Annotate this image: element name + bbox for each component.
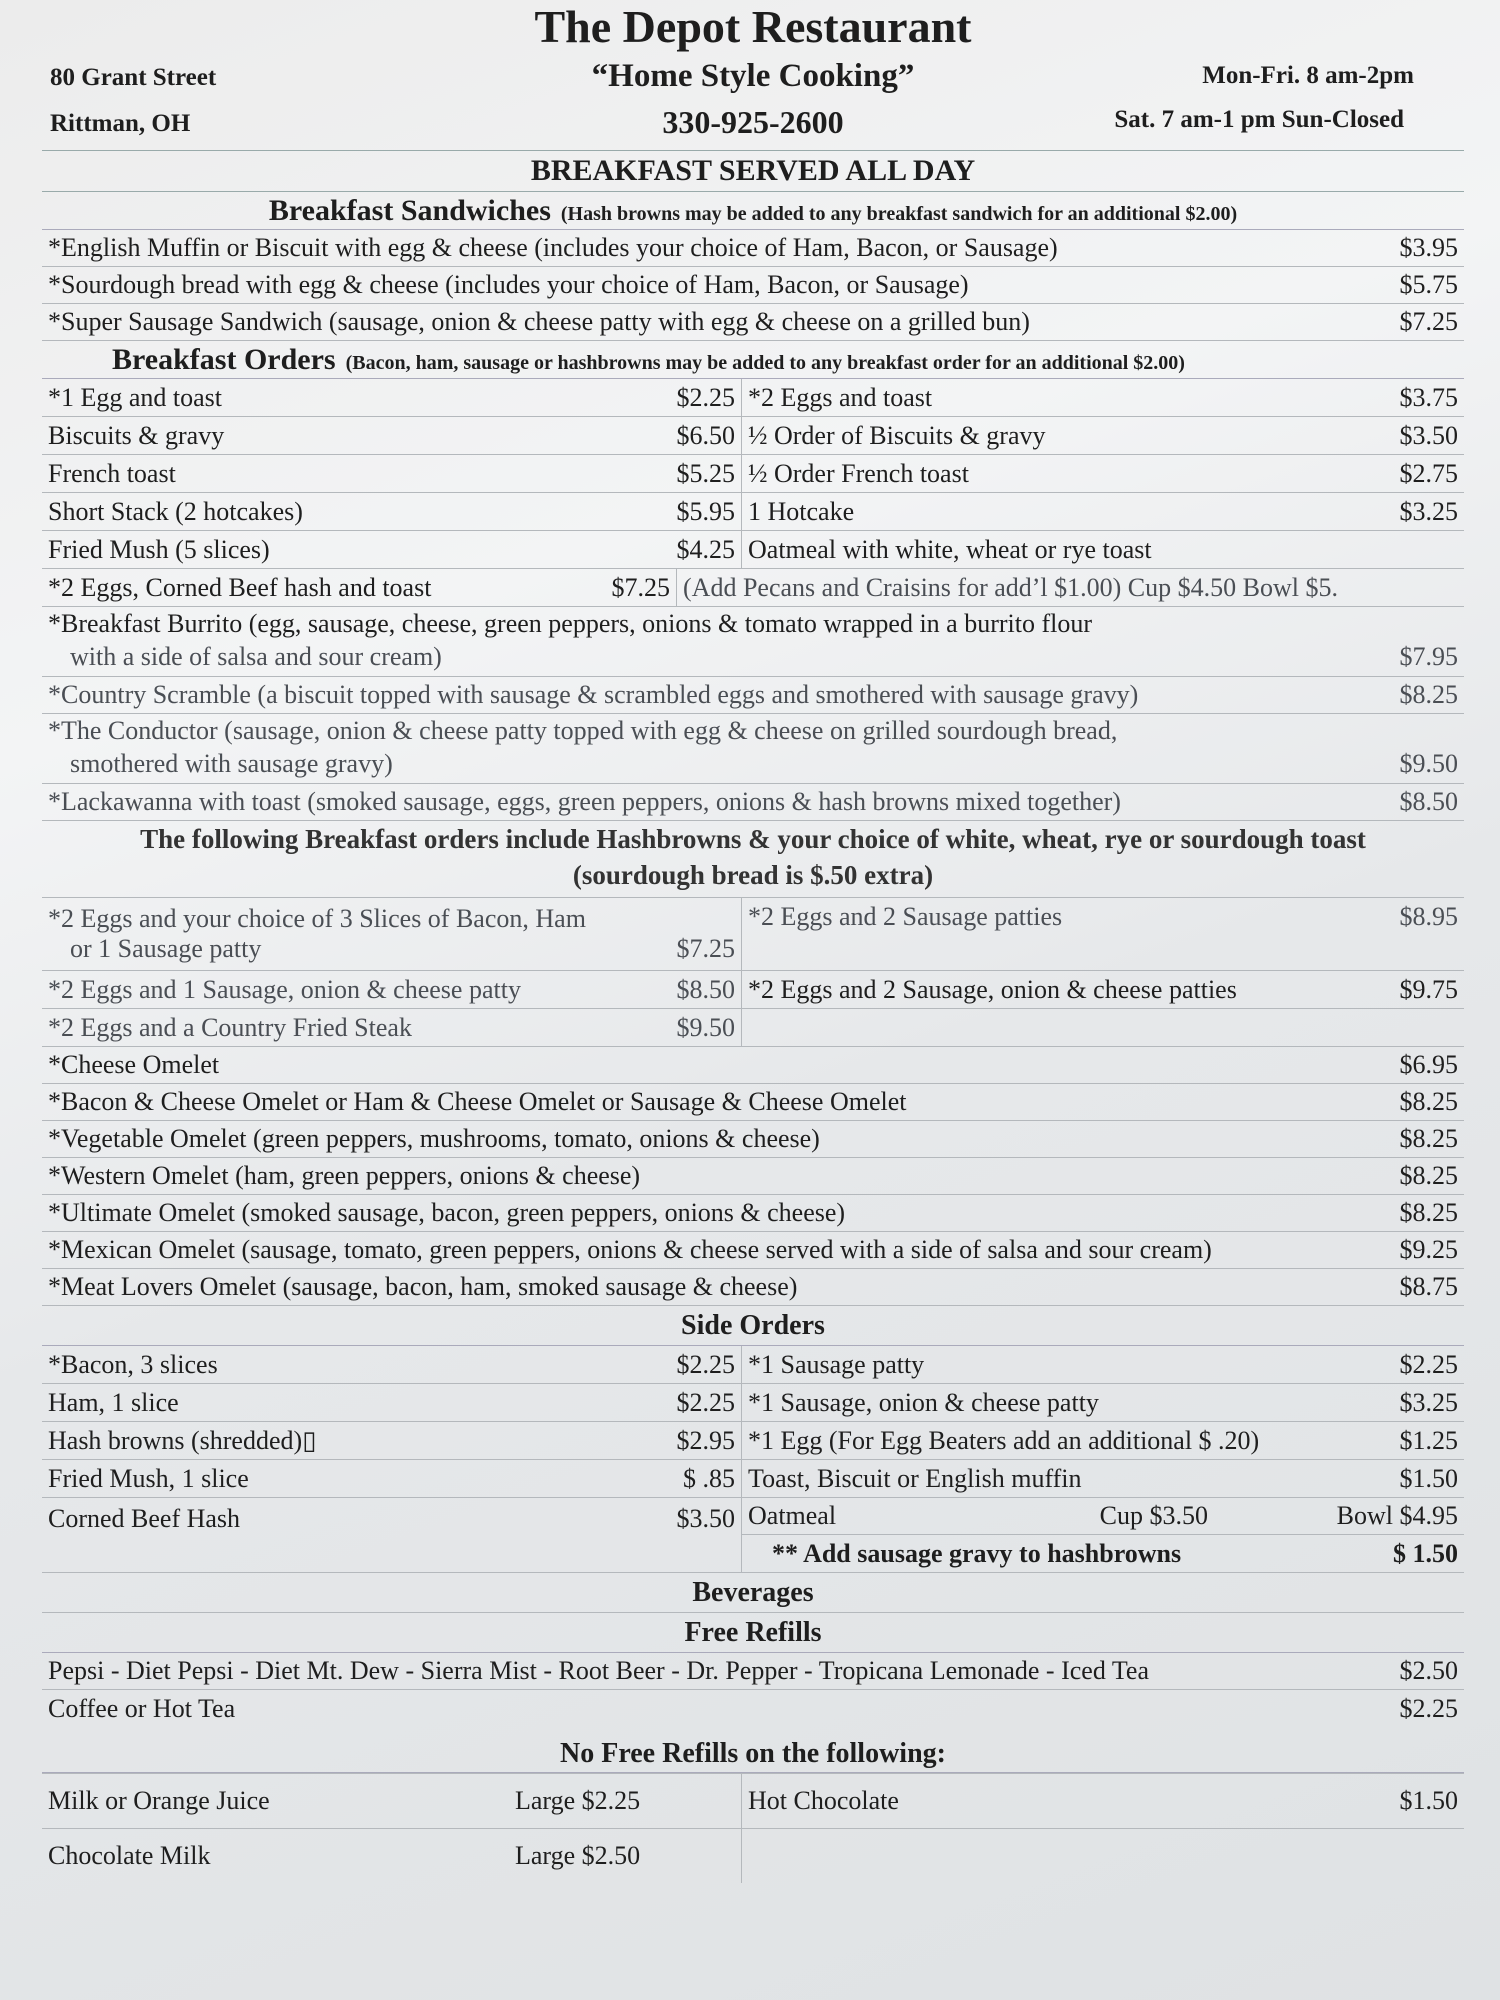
menu-item-pair xyxy=(42,1460,1464,1498)
item-price: $2.25 xyxy=(1399,1349,1458,1379)
item-price: $ .85 xyxy=(683,1463,735,1493)
item-name: *Lackawanna with toast (smoked sausage, eggs, green peppers, onions & hash browns mixed together) xyxy=(48,787,1121,816)
item-name: *Meat Lovers Omelet (sausage, bacon, ham, smoked sausage & cheese) xyxy=(48,1272,798,1301)
item-name: *2 Eggs, Corned Beef hash and toast xyxy=(48,572,432,602)
item-name: ½ Order French toast xyxy=(748,458,969,488)
item-name: *The Conductor (sausage, onion & cheese patty topped with egg & cheese on grilled sourdough bread, xyxy=(48,716,1118,745)
item-price: $2.25 xyxy=(676,1349,735,1379)
sandwiches-title: Breakfast Sandwiches xyxy=(268,194,551,227)
item-name: Pepsi - Diet Pepsi - Diet Mt. Dew - Sierra Mist - Root Beer - Dr. Pepper - Tropicana Lemonade - Iced Tea xyxy=(48,1656,1150,1685)
menu-item-pair xyxy=(42,569,1464,607)
item-name: *1 Sausage, onion & cheese patty xyxy=(748,1387,1099,1417)
item-price: $9.50 xyxy=(1399,749,1458,778)
item-price: $8.50 xyxy=(676,974,735,1004)
item-name: *Sourdough bread with egg & cheese (includes your choice of Ham, Bacon, or Sausage) xyxy=(48,270,969,299)
item-name: *Bacon & Cheese Omelet or Ham & Cheese Omelet or Sausage & Cheese Omelet xyxy=(48,1087,907,1116)
beverages-heading: Beverages xyxy=(42,1573,1464,1613)
item-name: Coffee or Hot Tea xyxy=(48,1693,236,1723)
item-name: *Western Omelet (ham, green peppers, onions & cheese) xyxy=(48,1161,641,1190)
item-name: Ham, 1 slice xyxy=(48,1387,179,1417)
item-name: Fried Mush (5 slices) xyxy=(48,534,270,564)
menu-item-pair xyxy=(42,1498,1464,1573)
item-price: $3.50 xyxy=(676,1504,735,1533)
item-price: $7.25 xyxy=(676,934,735,963)
item-name: Hot Chocolate xyxy=(748,1786,899,1815)
side-orders-heading: Side Orders xyxy=(42,1306,1464,1346)
menu-item xyxy=(42,1084,1464,1121)
item-name: Chocolate Milk xyxy=(48,1841,211,1870)
item-price: $8.25 xyxy=(1399,680,1458,709)
item-price: $5.95 xyxy=(676,496,735,526)
item-name: *Ultimate Omelet (smoked sausage, bacon, green peppers, onions & cheese) xyxy=(48,1198,846,1227)
menu-item-pair xyxy=(42,971,1464,1009)
item-name: *Breakfast Burrito (egg, sausage, cheese, green peppers, onions & tomato wrapped in a burrito flour xyxy=(48,609,1093,638)
item-name: Short Stack (2 hotcakes) xyxy=(48,496,303,526)
item-price: $2.25 xyxy=(676,382,735,412)
menu-item-pair xyxy=(42,1773,1464,1829)
item-name: *2 Eggs and 2 Sausage patties xyxy=(748,902,1063,931)
item-name: *Mexican Omelet (sausage, tomato, green peppers, onions & cheese served with a side of salsa and sour cream) xyxy=(48,1235,1212,1264)
item-name: Hash browns (shredded)▯ xyxy=(48,1425,317,1455)
item-price: $9.50 xyxy=(676,1012,735,1042)
item-price: $9.75 xyxy=(1399,974,1458,1004)
slogan: “Home Style Cooking” xyxy=(591,58,915,94)
hours-weekday: Mon-Fri. 8 am-2pm xyxy=(1202,62,1414,89)
menu-item-pair xyxy=(42,1384,1464,1422)
item-name: (Add Pecans and Craisins for add’l $1.00) Cup $4.50 Bowl $5. xyxy=(683,572,1338,602)
hashbrown-orders-subheading: (sourdough bread is $.50 extra) xyxy=(572,860,934,890)
item-name: *Bacon, 3 slices xyxy=(48,1349,218,1379)
item-description: smothered with sausage gravy) xyxy=(70,749,393,778)
item-price: $2.75 xyxy=(1399,458,1458,488)
item-description: or 1 Sausage patty xyxy=(70,934,262,963)
menu-item-pair xyxy=(42,1829,1464,1883)
sandwiches-note: (Hash browns may be added to any breakfast sandwich for an additional $2.00) xyxy=(560,203,1238,225)
restaurant-name: The Depot Restaurant xyxy=(534,1,972,52)
menu-item xyxy=(42,677,1464,714)
address-line-2: Rittman, OH xyxy=(50,110,191,137)
menu-item xyxy=(42,1269,1464,1306)
item-name: Oatmeal xyxy=(748,1501,837,1530)
item-price: $2.25 xyxy=(1399,1693,1458,1723)
item-price: $5.25 xyxy=(676,458,735,488)
no-refills-heading: No Free Refills on the following: xyxy=(42,1727,1464,1773)
menu-item xyxy=(42,1690,1464,1727)
item-price: $8.75 xyxy=(1399,1272,1458,1301)
menu-item xyxy=(42,267,1464,304)
item-price: $8.50 xyxy=(1399,787,1458,816)
item-price: Large $2.50 xyxy=(515,1841,641,1870)
item-price: $7.95 xyxy=(1399,642,1458,671)
menu-item xyxy=(42,714,1464,784)
item-name: Toast, Biscuit or English muffin xyxy=(748,1463,1082,1493)
item-price: $3.25 xyxy=(1399,496,1458,526)
menu-item xyxy=(42,304,1464,341)
oatmeal-row xyxy=(748,1501,1288,1531)
item-price: $9.25 xyxy=(1399,1235,1458,1264)
menu-item-pair xyxy=(42,417,1464,455)
item-price-cup: Cup $3.50 xyxy=(1099,1501,1208,1530)
item-price: $7.25 xyxy=(1399,307,1458,336)
item-name: *English Muffin or Biscuit with egg & cheese (includes your choice of Ham, Bacon, or Sausage) xyxy=(48,233,1058,262)
menu-item-pair xyxy=(42,379,1464,417)
item-name: *Super Sausage Sandwich (sausage, onion & cheese patty with egg & cheese on a grilled bun) xyxy=(48,307,1030,336)
menu-item xyxy=(42,1232,1464,1269)
menu-item xyxy=(42,1653,1464,1690)
item-name: *2 Eggs and your choice of 3 Slices of Bacon, Ham xyxy=(48,904,586,933)
item-name: *2 Eggs and toast xyxy=(748,382,933,412)
item-name: French toast xyxy=(48,458,176,488)
item-name: Milk or Orange Juice xyxy=(48,1786,270,1815)
item-name: *2 Eggs and 1 Sausage, onion & cheese patty xyxy=(48,974,521,1004)
menu-item-pair xyxy=(42,531,1464,569)
item-price: $1.25 xyxy=(1399,1425,1458,1455)
sandwiches-heading xyxy=(42,192,1464,230)
item-price: $3.50 xyxy=(1399,420,1458,450)
item-name: *2 Eggs and 2 Sausage, onion & cheese patties xyxy=(748,974,1237,1004)
item-name: Biscuits & gravy xyxy=(48,420,225,450)
item-price: $1.50 xyxy=(1399,1463,1458,1493)
phone-number: 330-925-2600 xyxy=(662,104,844,140)
item-price: $4.25 xyxy=(676,534,735,564)
menu-item-pair xyxy=(42,1009,1464,1047)
breakfast-banner: BREAKFAST SERVED ALL DAY xyxy=(42,150,1464,192)
item-name: *Country Scramble (a biscuit topped with sausage & scrambled eggs and smothered with sausage gravy) xyxy=(48,680,1139,709)
item-price: $5.75 xyxy=(1399,270,1458,299)
item-price: $8.25 xyxy=(1399,1124,1458,1153)
item-price: $3.95 xyxy=(1399,233,1458,262)
item-price: $2.95 xyxy=(676,1425,735,1455)
item-name: ** Add sausage gravy to hashbrowns xyxy=(772,1538,1182,1568)
item-price: $8.95 xyxy=(1399,902,1458,931)
item-price: $3.25 xyxy=(1399,1387,1458,1417)
menu-item-pair xyxy=(42,897,1464,971)
item-name: Corned Beef Hash xyxy=(48,1504,241,1533)
free-refills-heading: Free Refills xyxy=(42,1613,1464,1653)
item-price: $6.50 xyxy=(676,420,735,450)
orders-note: (Bacon, ham, sausage or hashbrowns may be added to any breakfast order for an additional $2.00) xyxy=(345,352,1185,374)
address-line-1: 80 Grant Street xyxy=(50,64,217,91)
menu-item xyxy=(42,607,1464,677)
item-name: *Cheese Omelet xyxy=(48,1050,220,1079)
item-price: $7.25 xyxy=(611,572,671,602)
item-name: *2 Eggs and a Country Fried Steak xyxy=(48,1012,412,1042)
item-price: $1.50 xyxy=(1399,1786,1458,1815)
item-name: ½ Order of Biscuits & gravy xyxy=(748,420,1046,450)
menu-item-pair xyxy=(42,1422,1464,1460)
menu-item xyxy=(42,1158,1464,1195)
item-price: $8.25 xyxy=(1399,1161,1458,1190)
item-name: 1 Hotcake xyxy=(748,496,855,526)
item-price: $8.25 xyxy=(1399,1198,1458,1227)
menu-sheet xyxy=(28,0,1478,1870)
hours-weekend: Sat. 7 am-1 pm Sun-Closed xyxy=(1114,106,1404,133)
orders-title: Breakfast Orders xyxy=(112,343,336,376)
item-name: *Vegetable Omelet (green peppers, mushrooms, tomato, onions & cheese) xyxy=(48,1124,820,1153)
item-name: Fried Mush, 1 slice xyxy=(48,1463,249,1493)
menu-item-pair xyxy=(42,1346,1464,1384)
menu-item-pair xyxy=(42,493,1464,531)
item-price-bowl: Bowl $4.95 xyxy=(1336,1501,1458,1530)
item-description: with a side of salsa and sour cream) xyxy=(70,642,442,671)
menu-item xyxy=(42,230,1464,267)
menu-item xyxy=(42,1195,1464,1232)
item-name: *1 Egg (For Egg Beaters add an additional $ .20) xyxy=(748,1425,1260,1455)
item-name: *1 Sausage patty xyxy=(748,1349,925,1379)
menu-header xyxy=(42,0,1464,150)
item-price: $2.25 xyxy=(676,1387,735,1417)
item-price: $8.25 xyxy=(1399,1087,1458,1116)
menu-item xyxy=(42,1047,1464,1084)
menu-item xyxy=(42,784,1464,821)
item-name: Oatmeal with white, wheat or rye toast xyxy=(748,534,1152,564)
item-price: $2.50 xyxy=(1399,1656,1458,1685)
menu-item xyxy=(42,1121,1464,1158)
item-price: Large $2.25 xyxy=(515,1786,641,1815)
item-price: $6.95 xyxy=(1399,1050,1458,1079)
menu-item-pair xyxy=(42,455,1464,493)
item-price: $ 1.50 xyxy=(1393,1538,1458,1568)
item-price: $3.75 xyxy=(1399,382,1458,412)
hashbrown-orders-heading: The following Breakfast orders include Hashbrowns & your choice of white, wheat, rye or sourdough toast xyxy=(140,824,1366,854)
item-name: *1 Egg and toast xyxy=(48,382,223,412)
orders-heading xyxy=(42,341,1464,379)
